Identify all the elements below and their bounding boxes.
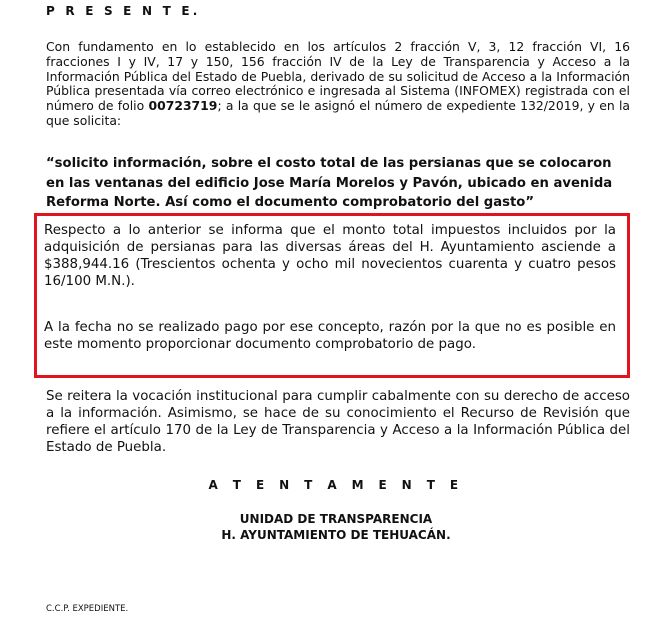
signer-unit: UNIDAD DE TRANSPARENCIA bbox=[239, 512, 433, 526]
salutation-heading: P R E S E N T E. bbox=[46, 4, 201, 18]
closing-paragraph: Se reitera la vocación institucional para cumplir cabalmente con su derecho de acceso a la información. Asimismo, se hace de su conocimiento el Recurso de Revisión que refiere el artículo 170 de la Ley de Transparencia y Acceso a la Información Pública del Estado de Puebla. bbox=[46, 389, 630, 455]
signer-ayuntamiento: H. AYUNTAMIENTO DE TEHUACÁN. bbox=[221, 528, 451, 542]
response-amount-paragraph: Respecto a lo anterior se informa que el monto total impuestos incluidos por la adquisición de persianas para las diversas áreas del H. Ayuntamiento asciende a $388,944.16 (Trescientos ochenta y ocho mil novecientos cuarenta y cuatro pesos 16/100 M.N.). bbox=[44, 223, 616, 289]
expediente-text: ; a la que se le asignó el número de expediente 132/2019, y en la que solicita: bbox=[46, 98, 630, 128]
request-quote: “solicito información, sobre el costo total de las persianas que se colocaron en las ventanas del edificio Jose María Morelos y Pavón, ubicado en avenida Reforma Norte. Así como el documento comprobatorio del gasto” bbox=[46, 156, 613, 211]
closing-salutation: A T E N T A M E N T E bbox=[208, 478, 464, 492]
folio-number: 00723719 bbox=[148, 98, 218, 114]
ccp-note: C.C.P. EXPEDIENTE. bbox=[46, 604, 129, 614]
legal-basis-text: Con fundamento en lo establecido en los artículos 2 fracción V, 3, 12 fracción VI, 16 fracciones I y IV, 17 y 150, 156 fracción IV de la Ley de Transparencia y Acceso a la Información Pública del Estado de Puebla, derivado de su solicitud de Acceso a la Información Pública presentada vía correo electrónico e ingresada al Sistema (INFOMEX) registrada con el número de folio bbox=[46, 39, 630, 114]
legal-basis-paragraph bbox=[46, 40, 630, 129]
response-payment-paragraph: A la fecha no se realizado pago por ese concepto, razón por la que no es posible en este momento proporcionar documento comprobatorio de pago. bbox=[44, 320, 616, 352]
